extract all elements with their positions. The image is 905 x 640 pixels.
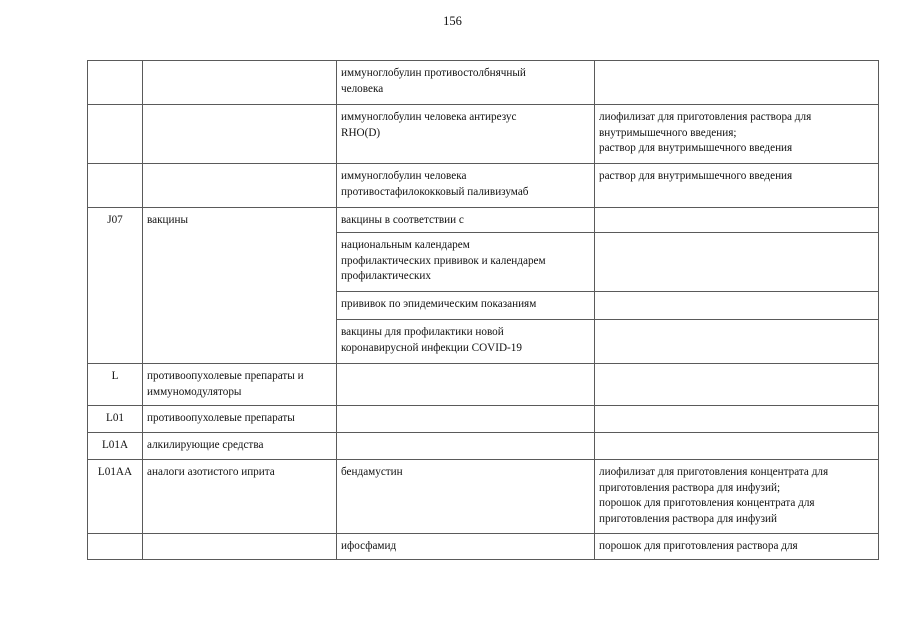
dosage-form-cell [595,406,879,433]
atc-code-cell: L01AA [88,460,143,534]
drug-name-cell: иммуноглобулин человека противостафилококковый паливизумаб [337,164,595,208]
page-number: 156 [443,14,462,28]
table-row [88,208,879,233]
table-row [88,164,879,208]
atc-code-cell [88,61,143,105]
table-row [88,433,879,460]
dosage-form-cell: лиофилизат для приготовления концентрата для приготовления раствора для инфузий; порошок для приготовления концентрата для приготовления раствора для инфузий [595,460,879,534]
drug-name-cell: иммуноглобулин противостолбнячный человека [337,61,595,105]
table-row [88,364,879,406]
atc-group-cell: вакцины [143,208,337,364]
atc-code-cell: J07 [88,208,143,364]
atc-group-cell [143,105,337,164]
atc-group-cell: противоопухолевые препараты и иммуномодуляторы [143,364,337,406]
atc-code-cell [88,164,143,208]
drug-name-cell [337,364,595,406]
dosage-form-cell [595,433,879,460]
dosage-form-cell [595,61,879,105]
atc-code-cell: L [88,364,143,406]
atc-group-cell [143,534,337,560]
drug-name-cell: бендамустин [337,460,595,534]
table-row [88,534,879,560]
table-row [88,105,879,164]
atc-code-cell: L01 [88,406,143,433]
dosage-form-cell [595,292,879,320]
atc-group-cell: аналоги азотистого иприта [143,460,337,534]
dosage-form-cell [595,208,879,233]
drug-name-cell: национальным календарем профилактических прививок и календарем профилактических [337,233,595,292]
dosage-form-cell: лиофилизат для приготовления раствора для внутримышечного введения; раствор для внутримышечного введения [595,105,879,164]
dosage-form-cell: раствор для внутримышечного введения [595,164,879,208]
dosage-form-cell [595,320,879,364]
drug-name-cell: прививок по эпидемическим показаниям [337,292,595,320]
drug-name-cell: ифосфамид [337,534,595,560]
atc-code-cell: L01A [88,433,143,460]
atc-group-cell: алкилирующие средства [143,433,337,460]
atc-group-cell [143,164,337,208]
dosage-form-cell [595,364,879,406]
atc-code-cell [88,534,143,560]
table-row [88,406,879,433]
atc-group-cell: противоопухолевые препараты [143,406,337,433]
drug-name-cell: иммуноглобулин человека антирезус RHO(D) [337,105,595,164]
drug-name-cell: вакцины для профилактики новой коронавирусной инфекции COVID-19 [337,320,595,364]
atc-group-cell [143,61,337,105]
atc-code-cell [88,105,143,164]
drug-name-cell [337,406,595,433]
drug-name-cell [337,433,595,460]
dosage-form-cell [595,233,879,292]
drug-name-cell: вакцины в соответствии с [337,208,595,233]
dosage-form-cell: порошок для приготовления раствора для [595,534,879,560]
medication-table [87,60,879,560]
table-row [88,460,879,534]
table-row [88,61,879,105]
